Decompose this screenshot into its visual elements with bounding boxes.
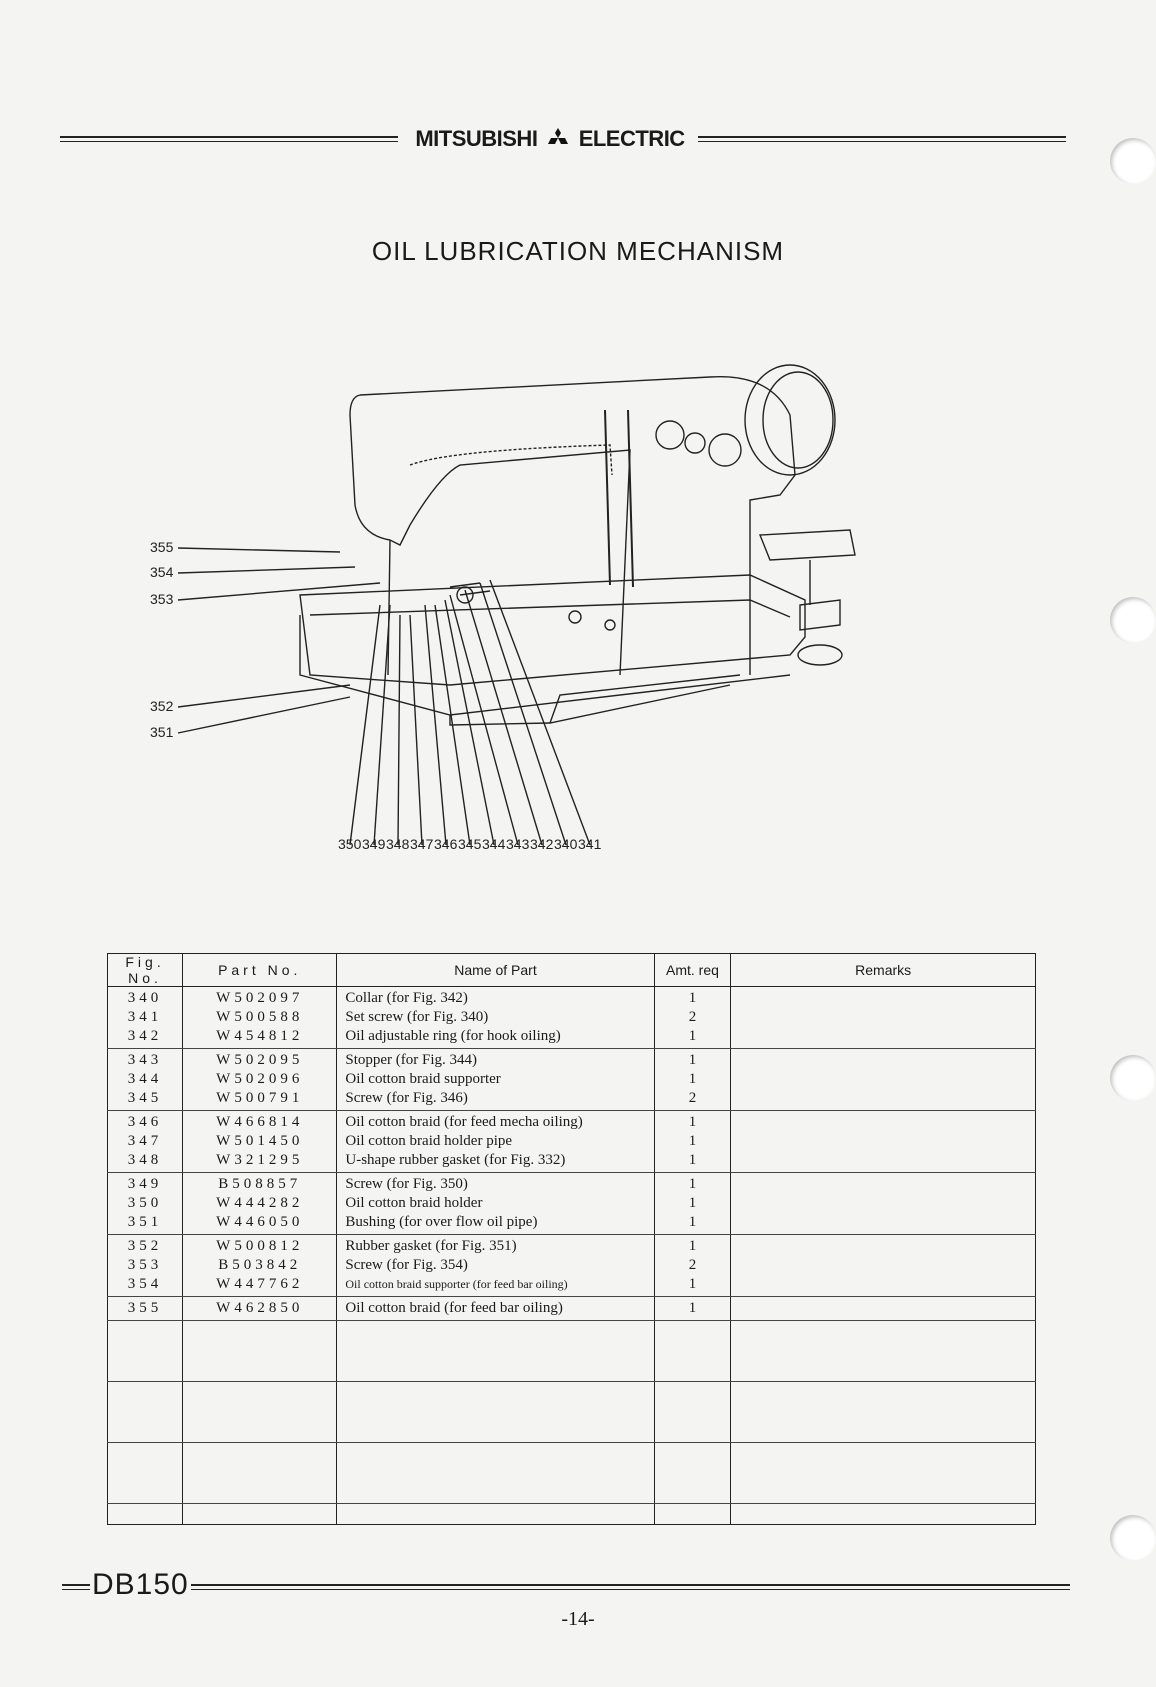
table-row-group (108, 1111, 1036, 1173)
cell-name: Oil cotton braid supporter (345, 1071, 501, 1087)
table-row-blank (108, 1321, 1036, 1382)
header-fig-no: Fig. No. (108, 954, 183, 987)
table-cell (731, 1235, 1036, 1297)
header-name: Name of Part (337, 954, 654, 987)
cell-part: W500588 (216, 1009, 304, 1025)
table-cell (337, 1235, 654, 1297)
header-rule-left (60, 136, 398, 142)
table-cell (108, 1173, 183, 1235)
callout-label: 350 (338, 836, 362, 852)
callout-label: 353 (150, 591, 174, 607)
cell-part: B503842 (218, 1257, 302, 1273)
cell-fig: 345 (127, 1090, 163, 1106)
table-cell (731, 1297, 1036, 1321)
cell-part: W501450 (216, 1133, 304, 1149)
brand-header (400, 126, 700, 153)
cell-part: B508857 (218, 1176, 302, 1192)
table-cell (731, 1049, 1036, 1111)
table-cell (654, 1173, 731, 1235)
table-cell (337, 1297, 654, 1321)
table-header-row (108, 954, 1036, 987)
punch-hole (1110, 597, 1156, 643)
cell-part: W502095 (216, 1052, 304, 1068)
cell-amt: 1 (688, 1071, 697, 1087)
table-row-group (108, 1235, 1036, 1297)
callout-label: 348 (386, 836, 410, 852)
cell-part: W454812 (216, 1028, 304, 1044)
cell-amt: 1 (688, 1176, 697, 1192)
cell-name: Oil cotton braid holder (345, 1195, 483, 1211)
cell-amt: 2 (688, 1257, 697, 1273)
punch-hole (1110, 138, 1156, 184)
table-row-blank (108, 1382, 1036, 1443)
cell-amt: 2 (688, 1090, 697, 1106)
table-cell (108, 1049, 183, 1111)
cell-part: W502096 (216, 1071, 304, 1087)
cell-fig: 355 (127, 1300, 163, 1316)
page-title: OIL LUBRICATION MECHANISM (371, 236, 785, 266)
cell-fig: 342 (127, 1028, 163, 1044)
oil-lubrication-diagram (150, 355, 930, 855)
table-cell (337, 1173, 654, 1235)
table-cell (183, 1235, 337, 1297)
cell-fig: 348 (127, 1152, 163, 1168)
punch-hole (1110, 1515, 1156, 1561)
cell-fig: 349 (127, 1176, 163, 1192)
cell-part: W447762 (216, 1276, 304, 1292)
table-cell (183, 1173, 337, 1235)
cell-amt: 1 (688, 990, 697, 1006)
callout-label: 349 (362, 836, 386, 852)
cell-amt: 1 (688, 1238, 697, 1254)
brand-right-text: ELECTRIC (578, 126, 685, 151)
brand-left-text: MITSUBISHI (415, 126, 538, 151)
table-cell (731, 1111, 1036, 1173)
table-cell (654, 1049, 731, 1111)
header-part-no: Part No. (183, 954, 337, 987)
header-amt: Amt. req (654, 954, 731, 987)
cell-part: W466814 (216, 1114, 304, 1130)
cell-part: W462850 (216, 1300, 304, 1316)
parts-table (107, 953, 1036, 1525)
cell-fig: 347 (127, 1133, 163, 1149)
table-cell (654, 1235, 731, 1297)
table-cell (183, 987, 337, 1049)
table-cell (731, 1173, 1036, 1235)
punch-hole (1110, 1055, 1156, 1101)
table-cell (183, 1049, 337, 1111)
cell-name: Oil cotton braid holder pipe (345, 1133, 513, 1149)
table-row-group (108, 987, 1036, 1049)
cell-fig: 344 (127, 1071, 163, 1087)
table-cell (337, 987, 654, 1049)
table-cell (654, 1297, 731, 1321)
table-cell (337, 1049, 654, 1111)
callout-label: 351 (150, 724, 174, 740)
cell-fig: 346 (127, 1114, 163, 1130)
cell-amt: 1 (688, 1114, 697, 1130)
cell-amt: 1 (688, 1133, 697, 1149)
table-row-group (108, 1173, 1036, 1235)
cell-amt: 1 (688, 1028, 697, 1044)
cell-fig: 353 (127, 1257, 163, 1273)
callout-label: 354 (150, 564, 174, 580)
table-row-blank (108, 1504, 1036, 1525)
callout-label: 346 (434, 836, 458, 852)
cell-name: Oil cotton braid supporter (for feed bar oiling) (345, 1277, 568, 1291)
callout-label: 341 (578, 836, 602, 852)
table-cell (108, 1111, 183, 1173)
cell-fig: 352 (127, 1238, 163, 1254)
callout-label: 347 (410, 836, 434, 852)
cell-part: W502097 (216, 990, 304, 1006)
cell-name: Screw (for Fig. 350) (345, 1176, 468, 1192)
cell-name: Collar (for Fig. 342) (345, 990, 468, 1006)
cell-amt: 2 (688, 1009, 697, 1025)
cell-fig: 351 (127, 1214, 163, 1230)
header-remarks: Remarks (731, 954, 1036, 987)
cell-part: W446050 (216, 1214, 304, 1230)
cell-name: U-shape rubber gasket (for Fig. 332) (345, 1152, 566, 1168)
cell-part: W321295 (216, 1152, 304, 1168)
cell-name: Oil cotton braid (for feed mecha oiling) (345, 1114, 583, 1130)
cell-amt: 1 (688, 1300, 697, 1316)
callout-label: 352 (150, 698, 174, 714)
mitsubishi-logo-icon (547, 127, 569, 153)
table-cell (183, 1111, 337, 1173)
table-cell (337, 1111, 654, 1173)
table-row-group (108, 1049, 1036, 1111)
cell-name: Oil cotton braid (for feed bar oiling) (345, 1300, 563, 1316)
table-cell (108, 1235, 183, 1297)
callout-label: 340 (554, 836, 578, 852)
cell-fig: 341 (127, 1009, 163, 1025)
cell-name: Stopper (for Fig. 344) (345, 1052, 478, 1068)
cell-name: Screw (for Fig. 346) (345, 1090, 468, 1106)
cell-amt: 1 (688, 1195, 697, 1211)
cell-name: Set screw (for Fig. 340) (345, 1009, 489, 1025)
table-row-group (108, 1297, 1036, 1321)
cell-part: W500812 (216, 1238, 304, 1254)
callout-label: 355 (150, 539, 174, 555)
cell-part: W444282 (216, 1195, 304, 1211)
cell-fig: 350 (127, 1195, 163, 1211)
table-cell (183, 1297, 337, 1321)
cell-name: Oil adjustable ring (for hook oiling) (345, 1028, 561, 1044)
cell-fig: 343 (127, 1052, 163, 1068)
callout-label: 343 (506, 836, 530, 852)
table-row-blank (108, 1443, 1036, 1504)
cell-name: Bushing (for over flow oil pipe) (345, 1214, 538, 1230)
cell-name: Rubber gasket (for Fig. 351) (345, 1238, 517, 1254)
callout-label: 342 (530, 836, 554, 852)
callout-label: 345 (458, 836, 482, 852)
table-cell (108, 1297, 183, 1321)
header-rule-right (698, 136, 1066, 142)
cell-amt: 1 (688, 1276, 697, 1292)
page-number: -14- (561, 1608, 595, 1630)
cell-fig: 354 (127, 1276, 163, 1292)
table-cell (108, 987, 183, 1049)
cell-amt: 1 (688, 1052, 697, 1068)
cell-part: W500791 (216, 1090, 304, 1106)
table-cell (654, 1111, 731, 1173)
table-cell (731, 987, 1036, 1049)
table-cell (654, 987, 731, 1049)
callout-label: 344 (482, 836, 506, 852)
model-label: DB150 (92, 1568, 189, 1601)
cell-amt: 1 (688, 1152, 697, 1168)
footer-rule (62, 1584, 1070, 1590)
cell-fig: 340 (127, 990, 163, 1006)
cell-name: Screw (for Fig. 354) (345, 1257, 468, 1273)
cell-amt: 1 (688, 1214, 697, 1230)
